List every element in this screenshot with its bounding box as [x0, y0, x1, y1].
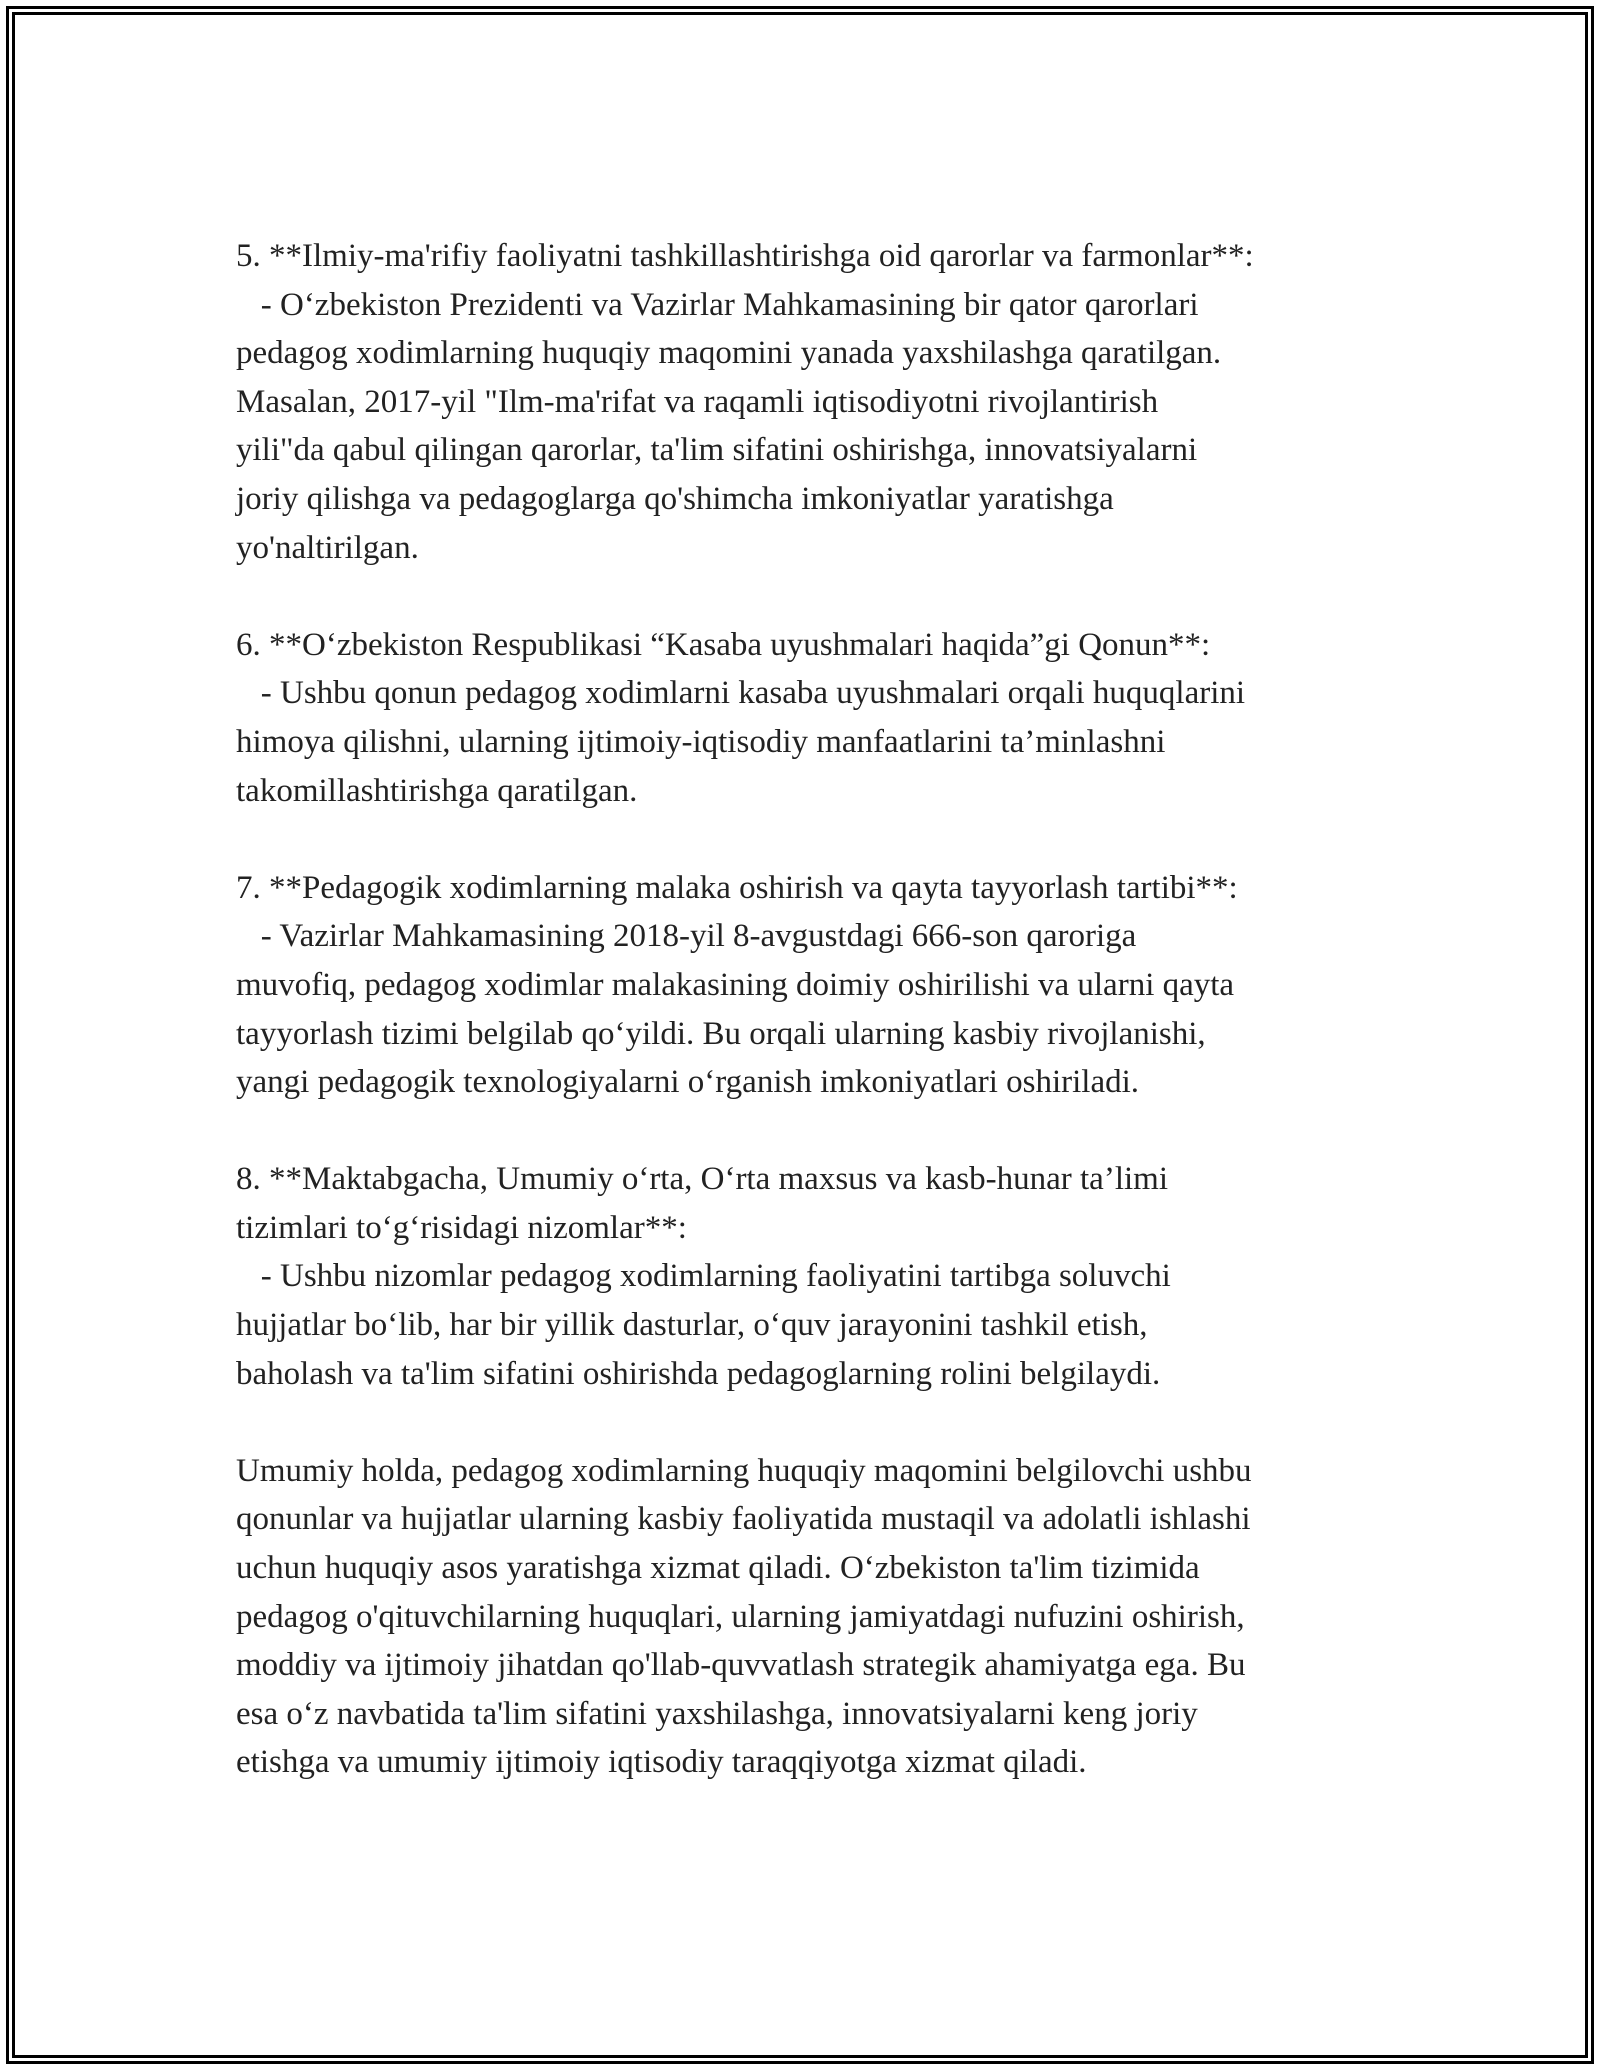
- text-line: 7. **Pedagogik xodimlarning malaka oshirish va qayta tayyorlash tartibi**:: [236, 869, 1238, 906]
- paragraph-gap: [236, 815, 1396, 864]
- section-7: [236, 864, 1396, 1107]
- text-line: himoya qilishni, ularning ijtimoiy-iqtisodiy manfaatlarini ta’minlashni: [236, 723, 1166, 760]
- text-line: 6. **O‘zbekiston Respublikasi “Kasaba uyushmalari haqida”gi Qonun**:: [236, 626, 1211, 663]
- text-line: 5. **Ilmiy-ma'rifiy faoliyatni tashkillashtirishga oid qarorlar va farmonlar**:: [236, 238, 1254, 274]
- paragraph-gap: [236, 572, 1396, 621]
- text-line: etishga va umumiy ijtimoiy iqtisodiy taraqqiyotga xizmat qiladi.: [236, 1744, 1087, 1781]
- text-line: yangi pedagogik texnologiyalarni o‘rganish imkoniyatlari oshiriladi.: [236, 1064, 1140, 1101]
- text-line: moddiy va ijtimoiy jihatdan qo'llab-quvvatlash strategik ahamiyatga ega. Bu: [236, 1647, 1246, 1684]
- section-6: [236, 621, 1396, 815]
- document-body: [236, 232, 1396, 1787]
- text-line: tayyorlash tizimi belgilab qo‘yildi. Bu orqali ularning kasbiy rivojlanishi,: [236, 1015, 1206, 1052]
- text-line: pedagog o'qituvchilarning huquqlari, ularning jamiyatdagi nufuzini oshirish,: [236, 1598, 1245, 1635]
- text-line: baholash va ta'lim sifatini oshirishda pedagoglarning rolini belgilaydi.: [236, 1355, 1161, 1392]
- text-line: pedagog xodimlarning huquqiy maqomini yanada yaxshilashga qaratilgan.: [236, 335, 1222, 372]
- text-line: yili"da qabul qilingan qarorlar, ta'lim sifatini oshirishga, innovatsiyalarni: [236, 432, 1198, 469]
- section-8: [236, 1155, 1396, 1398]
- text-line: - Vazirlar Mahkamasining 2018-yil 8-avgustdagi 666-son qaroriga: [236, 918, 1137, 955]
- text-line: Masalan, 2017-yil "Ilm-ma'rifat va raqamli iqtisodiyotni rivojlantirish: [236, 383, 1159, 420]
- text-line: - Ushbu qonun pedagog xodimlarni kasaba uyushmalari orqali huquqlarini: [236, 675, 1246, 712]
- conclusion-paragraph: [236, 1447, 1396, 1787]
- paragraph-gap: [236, 1398, 1396, 1447]
- text-line: takomillashtirishga qaratilgan.: [236, 772, 638, 809]
- text-line: yo'naltirilgan.: [236, 529, 419, 566]
- text-line: 8. **Maktabgacha, Umumiy o‘rta, O‘rta maxsus va kasb-hunar ta’limi: [236, 1161, 1168, 1198]
- text-line: hujjatlar bo‘lib, har bir yillik dasturlar, o‘quv jarayonini tashkil etish,: [236, 1307, 1148, 1344]
- text-line: esa o‘z navbatida ta'lim sifatini yaxshilashga, innovatsiyalarni keng joriy: [236, 1695, 1198, 1732]
- text-line: tizimlari to‘g‘risidagi nizomlar**:: [236, 1209, 687, 1246]
- text-line: Umumiy holda, pedagog xodimlarning huquqiy maqomini belgilovchi ushbu: [236, 1452, 1252, 1489]
- section-5: [236, 232, 1396, 572]
- text-line: joriy qilishga va pedagoglarga qo'shimcha imkoniyatlar yaratishga: [236, 480, 1114, 517]
- text-line: uchun huquqiy asos yaratishga xizmat qiladi. O‘zbekiston ta'lim tizimida: [236, 1550, 1200, 1587]
- paragraph-gap: [236, 1107, 1396, 1156]
- text-line: muvofiq, pedagog xodimlar malakasining doimiy oshirilishi va ularni qayta: [236, 966, 1235, 1003]
- text-line: - O‘zbekiston Prezidenti va Vazirlar Mahkamasining bir qator qarorlari: [236, 286, 1199, 323]
- text-line: - Ushbu nizomlar pedagog xodimlarning faoliyatini tartibga soluvchi: [236, 1258, 1171, 1295]
- text-line: qonunlar va hujjatlar ularning kasbiy faoliyatida mustaqil va adolatli ishlashi: [236, 1501, 1251, 1538]
